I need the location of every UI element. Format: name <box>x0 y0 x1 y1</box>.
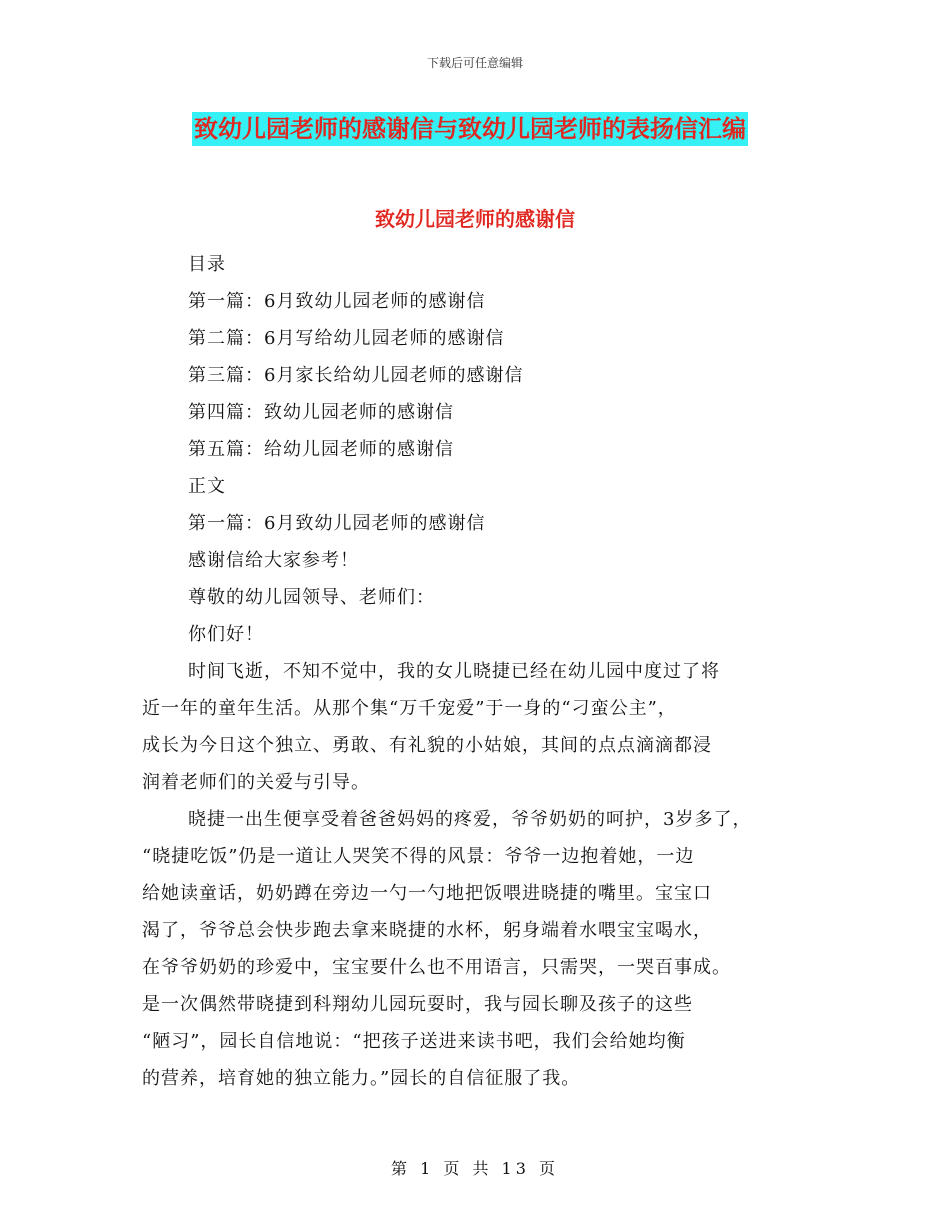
text-line: 是一次偶然带晓捷到科翔幼儿园玩耍时，我与园长聊及孩子的这些 <box>142 994 693 1015</box>
text-line: 第三篇：6月家长给幼儿园老师的感谢信 <box>188 365 524 386</box>
text-line: 第四篇：致幼儿园老师的感谢信 <box>188 402 454 423</box>
text-line: 目录 <box>188 254 226 275</box>
document-body <box>142 246 832 1097</box>
text-line: 尊敬的幼儿园领导、老师们： <box>188 587 435 608</box>
text-line: 第二篇：6月写给幼儿园老师的感谢信 <box>188 328 505 349</box>
text-line: 近一年的童年生活。从那个集“万千宠爱”于一身的“刁蛮公主”， <box>142 698 677 719</box>
text-line: 润着老师们的关爱与引导。 <box>142 772 370 793</box>
text-line: 第一篇：6月致幼儿园老师的感谢信 <box>188 291 486 312</box>
text-line: “晓捷吃饭”仍是一道让人哭笑不得的风景：爷爷一边抱着她，一边 <box>142 846 695 867</box>
header-note: 下载后可任意编辑 <box>426 56 523 70</box>
text-line: 成长为今日这个独立、勇敢、有礼貌的小姑娘，其间的点点滴滴都浸 <box>142 735 712 756</box>
text-line: 感谢信给大家参考！ <box>188 550 359 571</box>
text-line: 渴了，爷爷总会快步跑去拿来晓捷的水杯，躬身端着水喂宝宝喝水， <box>142 920 712 941</box>
text-line: 时间飞逝，不知不觉中，我的女儿晓捷已经在幼儿园中度过了将 <box>188 661 720 682</box>
text-line: 在爷爷奶奶的珍爱中，宝宝要什么也不用语言，只需哭，一哭百事成。 <box>142 957 731 978</box>
document-main-title: 致幼儿园老师的感谢信与致幼儿园老师的表扬信汇编 <box>192 112 748 146</box>
text-line: 你们好！ <box>188 624 264 645</box>
text-line: 的营养，培育她的独立能力。”园长的自信征服了我。 <box>142 1068 581 1089</box>
text-line: “陋习”，园长自信地说：“把孩子送进来读书吧，我们会给她均衡 <box>142 1031 686 1052</box>
text-line: 第五篇：给幼儿园老师的感谢信 <box>188 439 454 460</box>
text-line: 给她读童话，奶奶蹲在旁边一勺一勺地把饭喂进晓捷的嘴里。宝宝口 <box>142 883 712 904</box>
text-line: 第一篇：6月致幼儿园老师的感谢信 <box>188 513 486 534</box>
page-footer: 第 1 页 共 13 页 <box>391 1159 559 1178</box>
text-line: 晓捷一出生便享受着爸爸妈妈的疼爱，爷爷奶奶的呵护，3岁多了， <box>188 809 752 830</box>
text-line: 正文 <box>188 476 226 497</box>
document-sub-title: 致幼儿园老师的感谢信 <box>375 207 575 231</box>
